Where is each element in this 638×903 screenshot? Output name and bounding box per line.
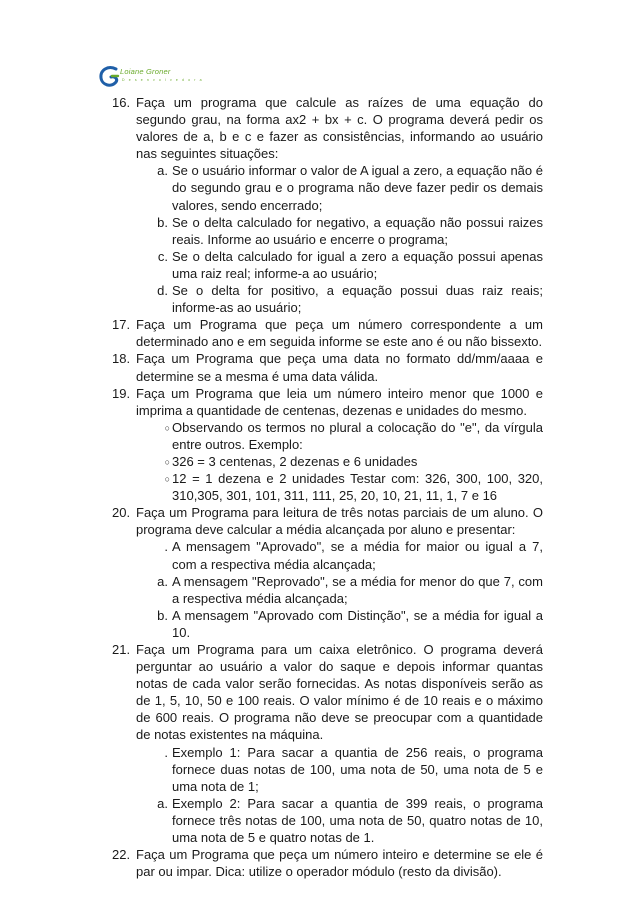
exercise-subitem: [118, 607, 543, 641]
exercise-item: [112, 504, 543, 538]
exercise-text: Faça um Programa que leia um número inteiro menor que 1000 e imprima a quantidade de centenas, dezenas e unidades do mesmo.: [136, 385, 543, 418]
exercise-text: Faça um Programa para leitura de três notas parciais de um aluno. O programa deve calcular a média alcançada por aluno e presentar:: [136, 505, 543, 538]
exercise-subitem: [118, 282, 543, 316]
exercise-item: [112, 846, 543, 880]
exercise-subitem: [118, 453, 543, 470]
subitem-text: Exemplo 1: Para sacar a quantia de 256 reais, o programa fornece duas notas de 100, uma nota de 50, uma nota de 5 e uma nota de 1;: [172, 744, 543, 794]
exercise-subitem: [118, 248, 543, 282]
exercise-subitem: [118, 573, 543, 607]
subitem-text: A mensagem "Aprovado", se a média for maior ou igual a 7, com a respectiva média alcançada;: [172, 539, 543, 572]
subitem-marker: c.: [157, 248, 168, 264]
subitem-text: Se o delta for positivo, a equação possui duas raiz reais; informe-as ao usuário;: [172, 283, 543, 316]
exercise-subitem: [118, 470, 543, 504]
subitem-marker: .: [164, 744, 168, 760]
exercise-number: 19.: [112, 385, 131, 401]
exercise-text: Faça um Programa que peça uma data no formato dd/mm/aaaa e determine se a mesma é uma data válida.: [136, 351, 543, 384]
exercise-number: 21.: [112, 642, 131, 657]
logo-tagline: D e s e n v o l v e d o r a: [122, 78, 204, 82]
exercise-text: Faça um programa que calcule as raízes de uma equação do segundo grau, na forma ax2 + bx + c. O programa deverá pedir os valores de a, b e c e fazer as consistências, informando ao usuário nas seguintes situações:: [136, 95, 543, 162]
subitem-text: 326 = 3 centenas, 2 dezenas e 6 unidades: [172, 453, 418, 469]
exercise-subitem: [118, 795, 543, 846]
exercise-item: [112, 641, 543, 744]
subitem-text: A mensagem "Reprovado", se a média for menor do que 7, com a respectiva média alcançada;: [172, 573, 543, 606]
exercise-subitem: [118, 538, 543, 572]
exercise-number: 18.: [112, 351, 131, 367]
exercise-number: 22.: [112, 847, 131, 863]
subitem-marker: d.: [157, 283, 168, 299]
exercise-number: 20.: [112, 505, 131, 521]
exercise-text: Faça um Programa que peça um número inteiro e determine se ele é par ou impar. Dica: utilize o operador módulo (resto da divisão).: [136, 847, 543, 880]
subitem-text: Se o delta calculado for igual a zero a equação possui apenas uma raiz real; informe-a ao usuário;: [172, 248, 543, 281]
subitem-marker: b.: [157, 607, 168, 623]
exercise-subitem: [118, 162, 543, 213]
exercise-number: 17.: [112, 317, 131, 333]
exercise-item: [112, 316, 543, 350]
exercise-item: [112, 94, 543, 162]
subitem-marker: .: [164, 539, 168, 555]
exercise-subitem: [118, 419, 543, 453]
subitem-text: A mensagem "Aprovado com Distinção", se a média for igual a 10.: [172, 607, 543, 640]
exercise-subitem: [118, 214, 543, 248]
subitem-text: Se o delta calculado for negativo, a equação não possui raizes reais. Informe ao usuário e encerre o programa;: [172, 214, 543, 247]
exercise-subitem: [118, 744, 543, 795]
subitem-marker: a.: [157, 795, 168, 811]
logo-brand: Loiane Groner: [120, 67, 171, 76]
exercise-item: [112, 385, 543, 419]
subitem-marker: b.: [157, 214, 168, 230]
subitem-marker: a.: [157, 573, 168, 589]
subitem-marker: ○: [164, 422, 170, 433]
logo-swirl-icon: [98, 64, 122, 90]
logo: [98, 64, 204, 94]
subitem-marker: ○: [164, 474, 170, 485]
exercise-number: 16.: [112, 95, 131, 110]
exercise-text: Faça um Programa para um caixa eletrônico. O programa deverá perguntar ao usuário a valor do saque e depois informar quantas notas de cada valor serão fornecidas. As notas disponíveis serão as de 1, 5, 10, 50 e 100 reais. O valor mínimo é de 10 reais e o máximo de 600 reais. O programa não deve se preocupar com a quantidade de notas existentes na máquina.: [136, 642, 543, 743]
subitem-text: Observando os termos no plural a colocação do "e", da vírgula entre outros. Exemplo:: [172, 419, 543, 452]
subitem-text: Se o usuário informar o valor de A igual a zero, a equação não é do segundo grau e o programa não deve fazer pedir os demais valores, sendo encerrado;: [172, 163, 543, 213]
exercise-item: [112, 350, 543, 384]
subitem-marker: a.: [157, 163, 168, 179]
exercise-text: Faça um Programa que peça um número correspondente a um determinado ano e em seguida informe se este ano é ou não bissexto.: [136, 317, 543, 350]
subitem-text: Exemplo 2: Para sacar a quantia de 399 reais, o programa fornece três notas de 100, uma nota de 50, quatro notas de 10, uma nota de 5 e quatro notas de 1.: [172, 795, 543, 846]
exercise-list: [112, 94, 543, 880]
subitem-text: 12 = 1 dezena e 2 unidades Testar com: 326, 300, 100, 320, 310,305, 301, 101, 311, 111, 25, 20, 10, 21, 11, 1, 7 e 16: [172, 471, 543, 504]
subitem-marker: ○: [164, 456, 170, 467]
